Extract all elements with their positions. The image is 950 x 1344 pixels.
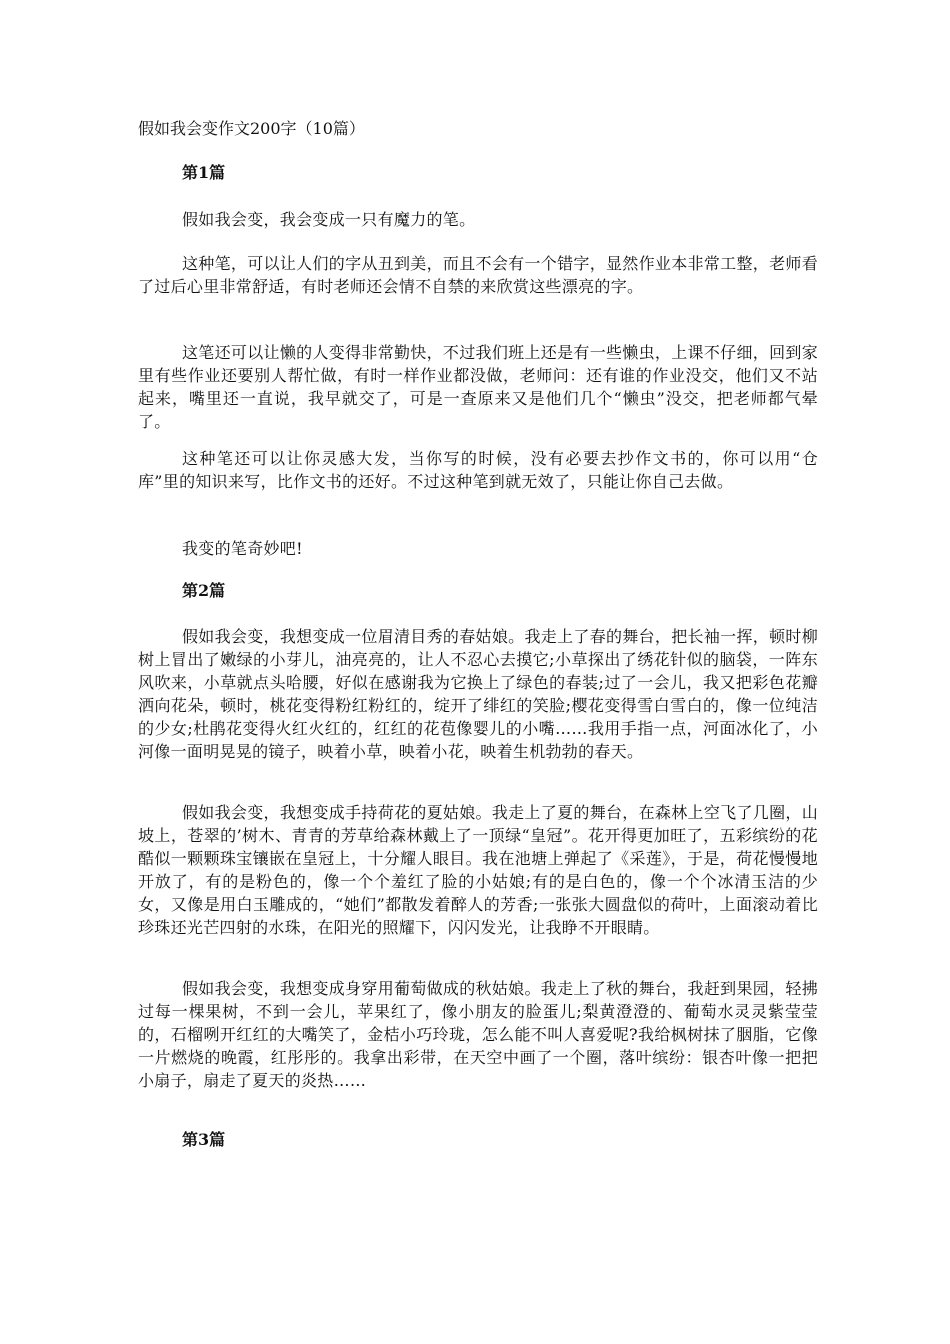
paragraph-text: 假如我会变，我想变成手持荷花的夏姑娘。我走上了夏的舞台，在森林上空飞了几圈，山坡上，苍翠的’树木、青青的芳草给森林戴上了一顶绿“皇冠”。花开得更加旺了，五彩缤纷的花酷似一颗颗珠宝镶嵌在皇冠上，十分耀人眼目。我在池塘上弹起了《采莲》，于是，荷花慢慢地开放了，有的是粉色的，像一个个羞红了脸的小姑娘;有的是白色的，像一个个冰清玉洁的少女，又像是用白玉雕成的，“她们”都散发着醉人的芳香;一张张大圆盘似的荷叶，上面滚动着比珍珠还光芒四射的水珠，在阳光的照耀下，闪闪发光，让我睁不开眼睛。	[138, 803, 818, 937]
paragraph	[138, 341, 818, 433]
section-2	[138, 580, 818, 602]
section-heading: 第1篇	[182, 163, 226, 182]
paragraph	[138, 208, 818, 231]
document-title: 假如我会变作文200字（10篇）	[138, 119, 365, 138]
paragraph-text: 假如我会变，我会变成一只有魔力的笔。	[182, 210, 476, 229]
paragraph	[138, 625, 818, 763]
paragraph-text: 假如我会变，我想变成身穿用葡萄做成的秋姑娘。我走上了秋的舞台，我赶到果园，轻拂过每一棵果树，不到一会儿，苹果红了，像小朋友的脸蛋儿;梨黄澄澄的、葡萄水灵灵紫莹莹的，石榴咧开红红的大嘴笑了，金桔小巧玲珑，怎么能不叫人喜爱呢?我给枫树抹了胭脂，它像一片燃烧的晚霞，红彤彤的。我拿出彩带，在天空中画了一个圈，落叶缤纷：银杏叶像一把把小扇子，扇走了夏天的炎热……	[138, 979, 818, 1090]
paragraph	[138, 801, 818, 939]
paragraph-text: 这种笔，可以让人们的字从丑到美，而且不会有一个错字，显然作业本非常工整，老师看了过后心里非常舒适，有时老师还会情不自禁的来欣赏这些漂亮的字。	[138, 254, 818, 296]
section-heading: 第2篇	[182, 581, 226, 600]
paragraph	[138, 447, 818, 493]
paragraph	[138, 977, 818, 1092]
paragraph	[138, 252, 818, 298]
section-heading: 第3篇	[182, 1130, 226, 1149]
paragraph-text: 这种笔还可以让你灵感大发，当你写的时候，没有必要去抄作文书的，你可以用“仓库”里的知识来写，比作文书的还好。不过这种笔到就无效了，只能让你自己去做。	[138, 449, 818, 491]
paragraph	[138, 537, 818, 560]
paragraph-text: 我变的笔奇妙吧!	[182, 539, 303, 558]
paragraph-text: 假如我会变，我想变成一位眉清目秀的春姑娘。我走上了春的舞台，把长袖一挥，顿时柳树上冒出了嫩绿的小芽儿，油亮亮的，让人不忍心去摸它;小草探出了绣花针似的脑袋，一阵东风吹来，小草就点头哈腰，好似在感谢我为它换上了绿色的春装;过了一会儿，我又把彩色花瓣洒向花朵，顿时，桃花变得粉红粉红的，绽开了绯红的笑脸;樱花变得雪白雪白的，像一位纯洁的少女;杜鹃花变得火红火红的，红红的花苞像婴儿的小嘴……我用手指一点，河面冰化了，小河像一面明晃晃的镜子，映着小草，映着小花，映着生机勃勃的春天。	[138, 627, 818, 761]
paragraph-text: 这笔还可以让懒的人变得非常勤快，不过我们班上还是有一些懒虫，上课不仔细，回到家里有些作业还要别人帮忙做，有时一样作业都没做，老师问：还有谁的作业没交，他们又不站起来，嘴里还一直说，我早就交了，可是一查原来又是他们几个“懒虫”没交，把老师都气晕了。	[138, 343, 818, 431]
section-1	[138, 162, 818, 184]
section-3	[138, 1129, 818, 1151]
